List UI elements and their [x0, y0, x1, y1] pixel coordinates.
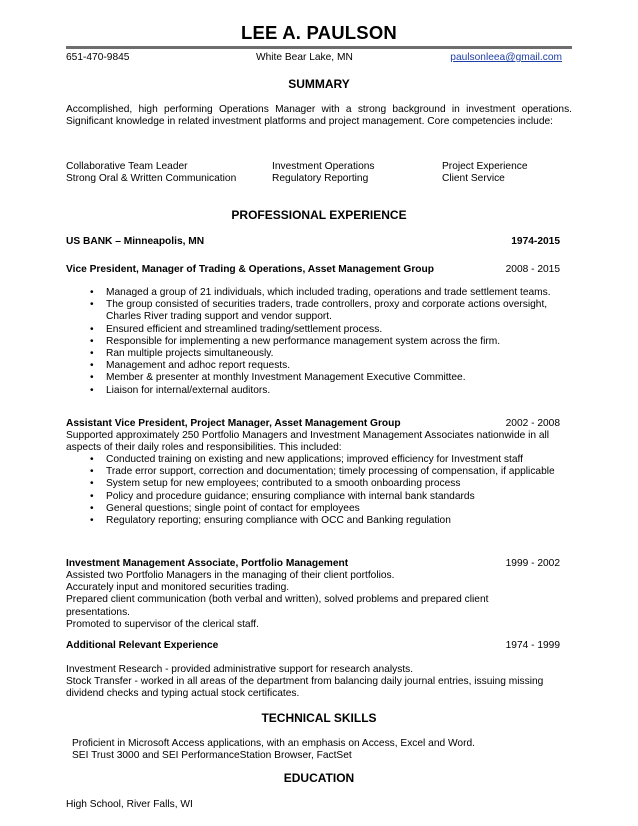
description-line: Stock Transfer - worked in all areas of the department from balancing daily journal entries, issuing missing dividend checks and typing actual stock certificates. [66, 676, 544, 700]
bullet-item: • Ran multiple projects simultaneously. [90, 348, 570, 360]
header-divider [66, 46, 572, 49]
role-title: Additional Relevant Experience [66, 640, 219, 651]
role-title-line [66, 264, 560, 276]
role-dates: 2002 - 2008 [505, 418, 560, 429]
employer-name: US BANK – Minneapolis, MN [66, 236, 205, 247]
role-title-line [66, 558, 560, 570]
bullet-item: • Ensured efficient and streamlined trading/settlement process. [90, 324, 570, 336]
education-heading: EDUCATION [283, 771, 355, 785]
employer-line [66, 236, 560, 248]
bullet-item: • Managed a group of 21 individuals, which included trading, operations and trade settlement teams. [90, 287, 570, 299]
role-bullets [90, 287, 570, 397]
skills-list [72, 738, 572, 762]
competency-column [66, 161, 236, 185]
role-title: Investment Management Associate, Portfolio Management [66, 558, 349, 569]
competency-item: Client Service [442, 173, 505, 185]
bullet-item: • The group consisted of securities traders, trade controllers, proxy and corporate actions oversight, Charles River trading support and vendor support. [90, 299, 570, 323]
bullet-item: • Regulatory reporting; ensuring compliance with OCC and Banking regulation [90, 515, 570, 527]
email-link[interactable]: paulsonleea@gmail.com [450, 52, 562, 63]
competency-item: Collaborative Team Leader [66, 161, 188, 172]
competency-item: Regulatory Reporting [272, 173, 369, 185]
skill-line: Proficient in Microsoft Access applications, with an emphasis on Access, Excel and Word. [72, 738, 475, 749]
competency-column [272, 161, 375, 185]
bullet-item: • Policy and procedure guidance; ensuring compliance with internal bank standards [90, 491, 570, 503]
education-line: High School, River Falls, WI [66, 799, 193, 810]
bullet-item: • System setup for new employees; contributed to a smooth onboarding process [90, 478, 570, 490]
competency-item: Investment Operations [272, 161, 375, 172]
bullet-item: • Liaison for internal/external auditors. [90, 385, 570, 397]
competency-item: Project Experience [442, 161, 528, 172]
bullet-item: • Management and adhoc report requests. [90, 360, 570, 372]
employer-dates: 1974-2015 [511, 236, 560, 247]
description-line: Assisted two Portfolio Managers in the managing of their client portfolios. [66, 570, 395, 581]
skill-line: SEI Trust 3000 and SEI PerformanceStation Browser, FactSet [72, 750, 352, 762]
description-line: Investment Research - provided administrative support for research analysts. [66, 664, 414, 675]
summary-heading: SUMMARY [288, 77, 350, 91]
role-title: Vice President, Manager of Trading & Operations, Asset Management Group [66, 264, 434, 275]
role-dates: 1999 - 2002 [505, 558, 560, 569]
skills-heading: TECHNICAL SKILLS [261, 711, 377, 725]
role-title-line [66, 640, 560, 652]
phone-number: 651-470-9845 [66, 52, 130, 63]
description-line: Prepared client communication (both verbal and written), solved problems and prepared client presentations. [66, 594, 489, 618]
role-description [66, 664, 572, 701]
bullet-item: • General questions; single point of contact for employees [90, 503, 570, 515]
role-description [66, 570, 572, 631]
summary-text: Accomplished, high performing Operations Manager with a strong background in investment operations. Significant knowledge in related investment platforms and project management. Core competencies include: [66, 104, 572, 128]
candidate-name: LEE A. PAULSON [241, 22, 397, 43]
bullet-item: • Member & presenter at monthly Investment Management Executive Committee. [90, 372, 570, 384]
experience-heading: PROFESSIONAL EXPERIENCE [231, 208, 407, 222]
role-bullets [90, 454, 570, 527]
location: White Bear Lake, MN [256, 52, 353, 63]
role-dates: 2008 - 2015 [505, 264, 560, 275]
competency-column [442, 161, 528, 185]
description-line: Promoted to supervisor of the clerical staff. [66, 618, 259, 630]
competency-item: Strong Oral & Written Communication [66, 173, 237, 185]
bullet-item: • Conducted training on existing and new applications; improved efficiency for Investment staff [90, 454, 570, 466]
role-title-line [66, 418, 560, 430]
bullet-item: • Responsible for implementing a new performance management system across the firm. [90, 336, 570, 348]
role-intro: Supported approximately 250 Portfolio Managers and Investment Management Associates nationwide in all aspects of their daily roles and responsibilities. This included: [66, 430, 550, 454]
bullet-item: • Trade error support, correction and documentation; timely processing of compensation, if applicable [90, 466, 570, 478]
description-line: Accurately input and monitored securities trading. [66, 582, 290, 594]
role-dates: 1974 - 1999 [505, 640, 560, 651]
role-title: Assistant Vice President, Project Manager, Asset Management Group [66, 418, 401, 429]
